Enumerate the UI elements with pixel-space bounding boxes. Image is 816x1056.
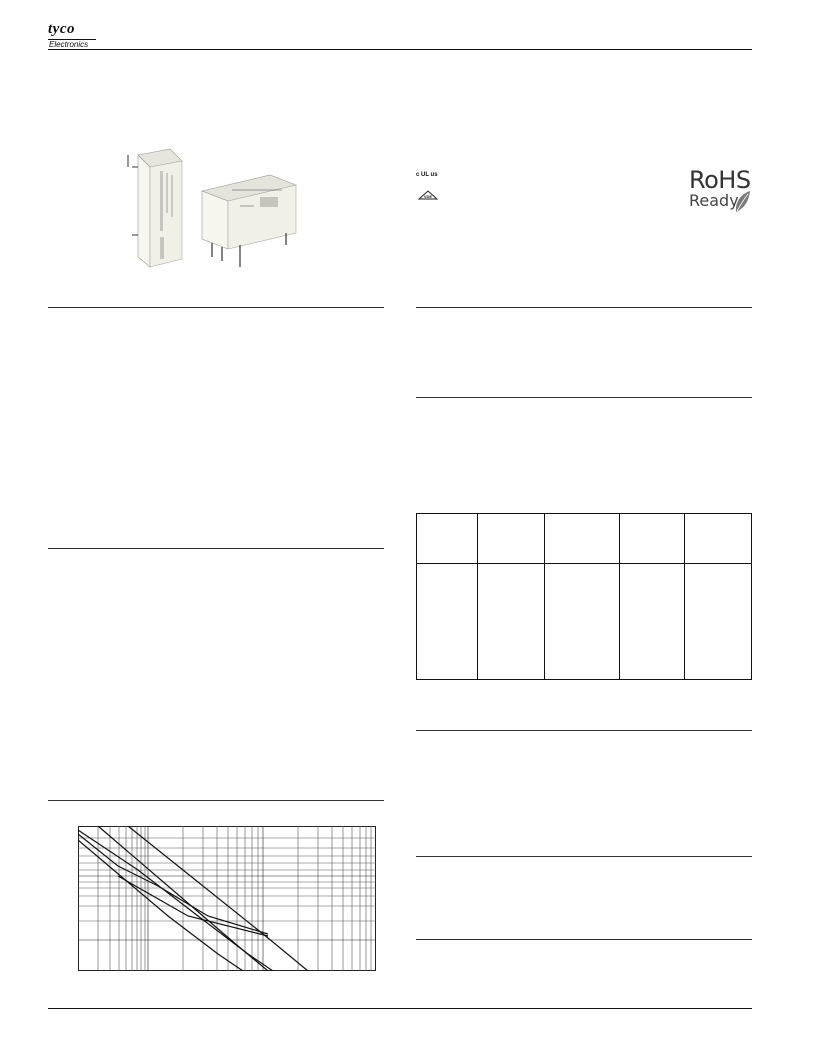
header-rule bbox=[48, 49, 752, 50]
right-section-rule-1 bbox=[416, 307, 752, 308]
table-header-divider bbox=[417, 563, 751, 564]
vde-certification-icon bbox=[418, 190, 438, 200]
right-section-rule-3 bbox=[416, 730, 752, 731]
brand-sub-logo: Electronics bbox=[49, 40, 89, 49]
curve-3 bbox=[78, 830, 273, 971]
relay-product-image bbox=[120, 145, 310, 275]
table-column-divider bbox=[477, 514, 478, 679]
ul-certification-mark: c UL us bbox=[416, 172, 438, 178]
brand-logo: tyco bbox=[48, 21, 75, 37]
vde-mark-text: VDE bbox=[423, 194, 433, 199]
right-section-rule-5 bbox=[416, 939, 752, 940]
left-section-rule-3 bbox=[48, 800, 384, 801]
footer-rule bbox=[48, 1008, 752, 1009]
specification-table bbox=[416, 513, 752, 680]
right-section-rule-2 bbox=[416, 397, 752, 398]
left-section-rule-1 bbox=[48, 307, 384, 308]
rohs-ready-label: Ready bbox=[689, 191, 739, 210]
relay-flat-image bbox=[202, 175, 296, 267]
leaf-icon bbox=[733, 190, 751, 214]
relay-tall-image bbox=[128, 149, 182, 267]
table-column-divider bbox=[684, 514, 685, 679]
table-column-divider bbox=[619, 514, 620, 679]
table-column-divider bbox=[544, 514, 545, 679]
right-section-rule-4 bbox=[416, 856, 752, 857]
curve-2 bbox=[78, 840, 243, 971]
load-limit-graph bbox=[78, 826, 376, 971]
left-section-rule-2 bbox=[48, 548, 384, 549]
rohs-title: RoHS bbox=[689, 166, 751, 194]
